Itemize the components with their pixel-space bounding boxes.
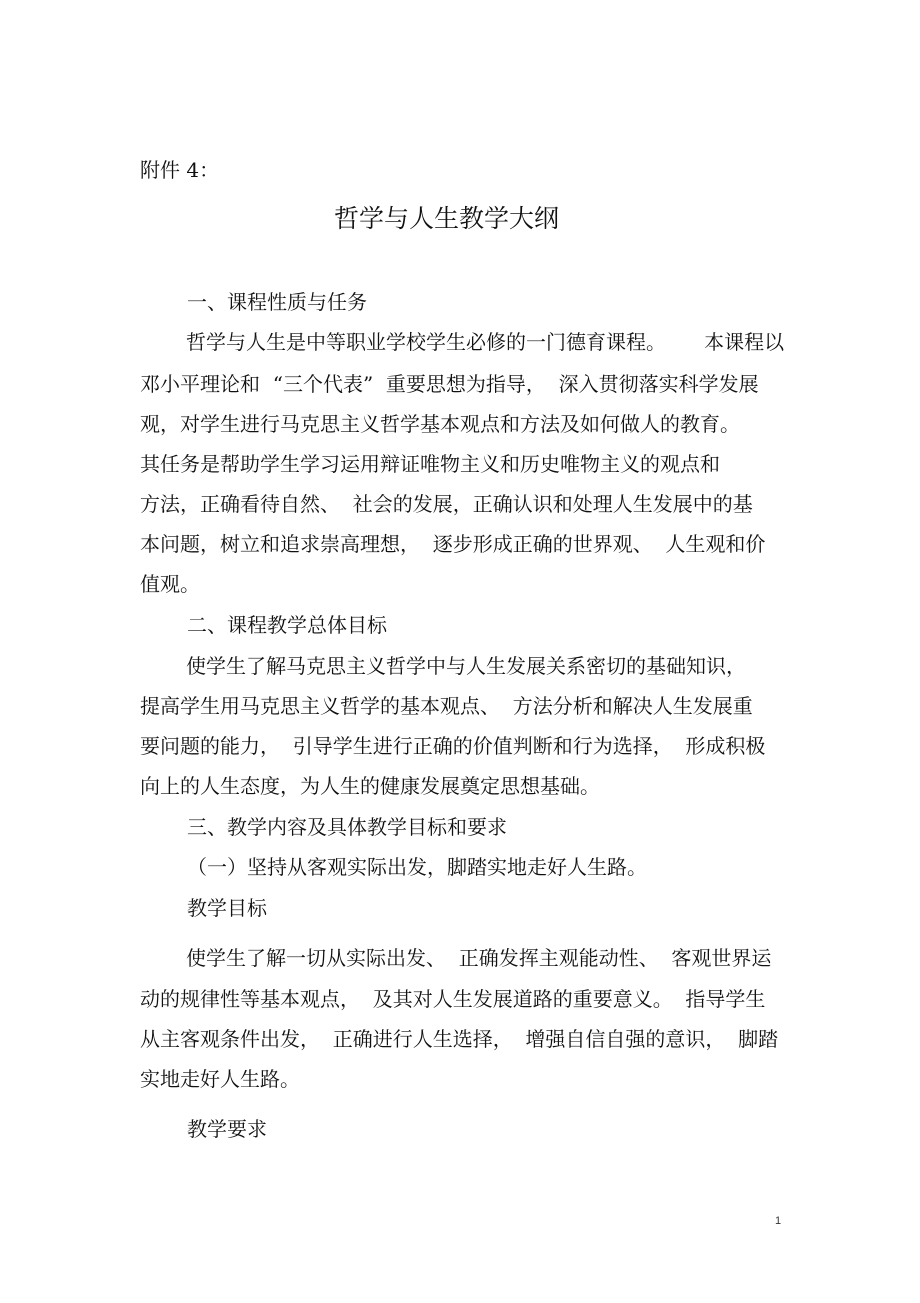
page-number: 1 <box>775 1215 782 1227</box>
teaching-goal-label: 教学目标 <box>187 896 267 920</box>
teaching-goal-line: 从主客观条件出发， 正确进行人生选择， 增强自信自强的意识， 脚踏 <box>140 1027 779 1051</box>
section-1-line: 邓小平理论和 “三个代表” 重要思想为指导， 深入贯彻落实科学发展 <box>140 372 759 396</box>
section-2-heading: 二、课程教学总体目标 <box>187 613 387 637</box>
teaching-goal-line: 实地走好人生路。 <box>140 1067 300 1091</box>
section-2-line: 要问题的能力， 引导学生进行正确的价值判断和行为选择， 形成积极 <box>140 734 766 758</box>
section-1-line: 观，对学生进行马克思主义哲学基本观点和方法及如何做人的教育。 <box>140 412 740 436</box>
teaching-requirement-label: 教学要求 <box>187 1117 267 1141</box>
attachment-label: 附件 4： <box>140 158 220 182</box>
section-3-subheading: （一）坚持从客观实际出发，脚踏实地走好人生路。 <box>187 855 647 879</box>
section-1-heading: 一、课程性质与任务 <box>187 290 367 314</box>
section-2-line: 提高学生用马克思主义哲学的基本观点、 方法分析和解决人生发展重 <box>140 694 753 718</box>
section-2-line: 向上的人生态度，为人生的健康发展奠定思想基础。 <box>140 774 600 798</box>
section-1-line: 值观。 <box>140 572 200 596</box>
document-title: 哲学与人生教学大纲 <box>334 204 560 233</box>
section-2-line: 使学生了解马克思主义哲学中与人生发展关系密切的基础知识， <box>186 654 746 678</box>
teaching-goal-line: 动的规律性等基本观点， 及其对人生发展道路的重要意义。 指导学生 <box>140 987 766 1011</box>
section-3-heading: 三、教学内容及具体教学目标和要求 <box>187 815 507 839</box>
section-1-line: 方法，正确看待自然、 社会的发展，正确认识和处理人生发展中的基 <box>140 492 753 516</box>
teaching-goal-line: 使学生了解一切从实际出发、 正确发挥主观能动性、 客观世界运 <box>186 946 772 970</box>
section-1-line: 哲学与人生是中等职业学校学生必修的一门德育课程。 本课程以 <box>186 330 785 354</box>
section-1-line: 其任务是帮助学生学习运用辩证唯物主义和历史唯物主义的观点和 <box>140 452 720 476</box>
section-1-line: 本问题，树立和追求崇高理想， 逐步形成正确的世界观、 人生观和价 <box>140 532 766 556</box>
